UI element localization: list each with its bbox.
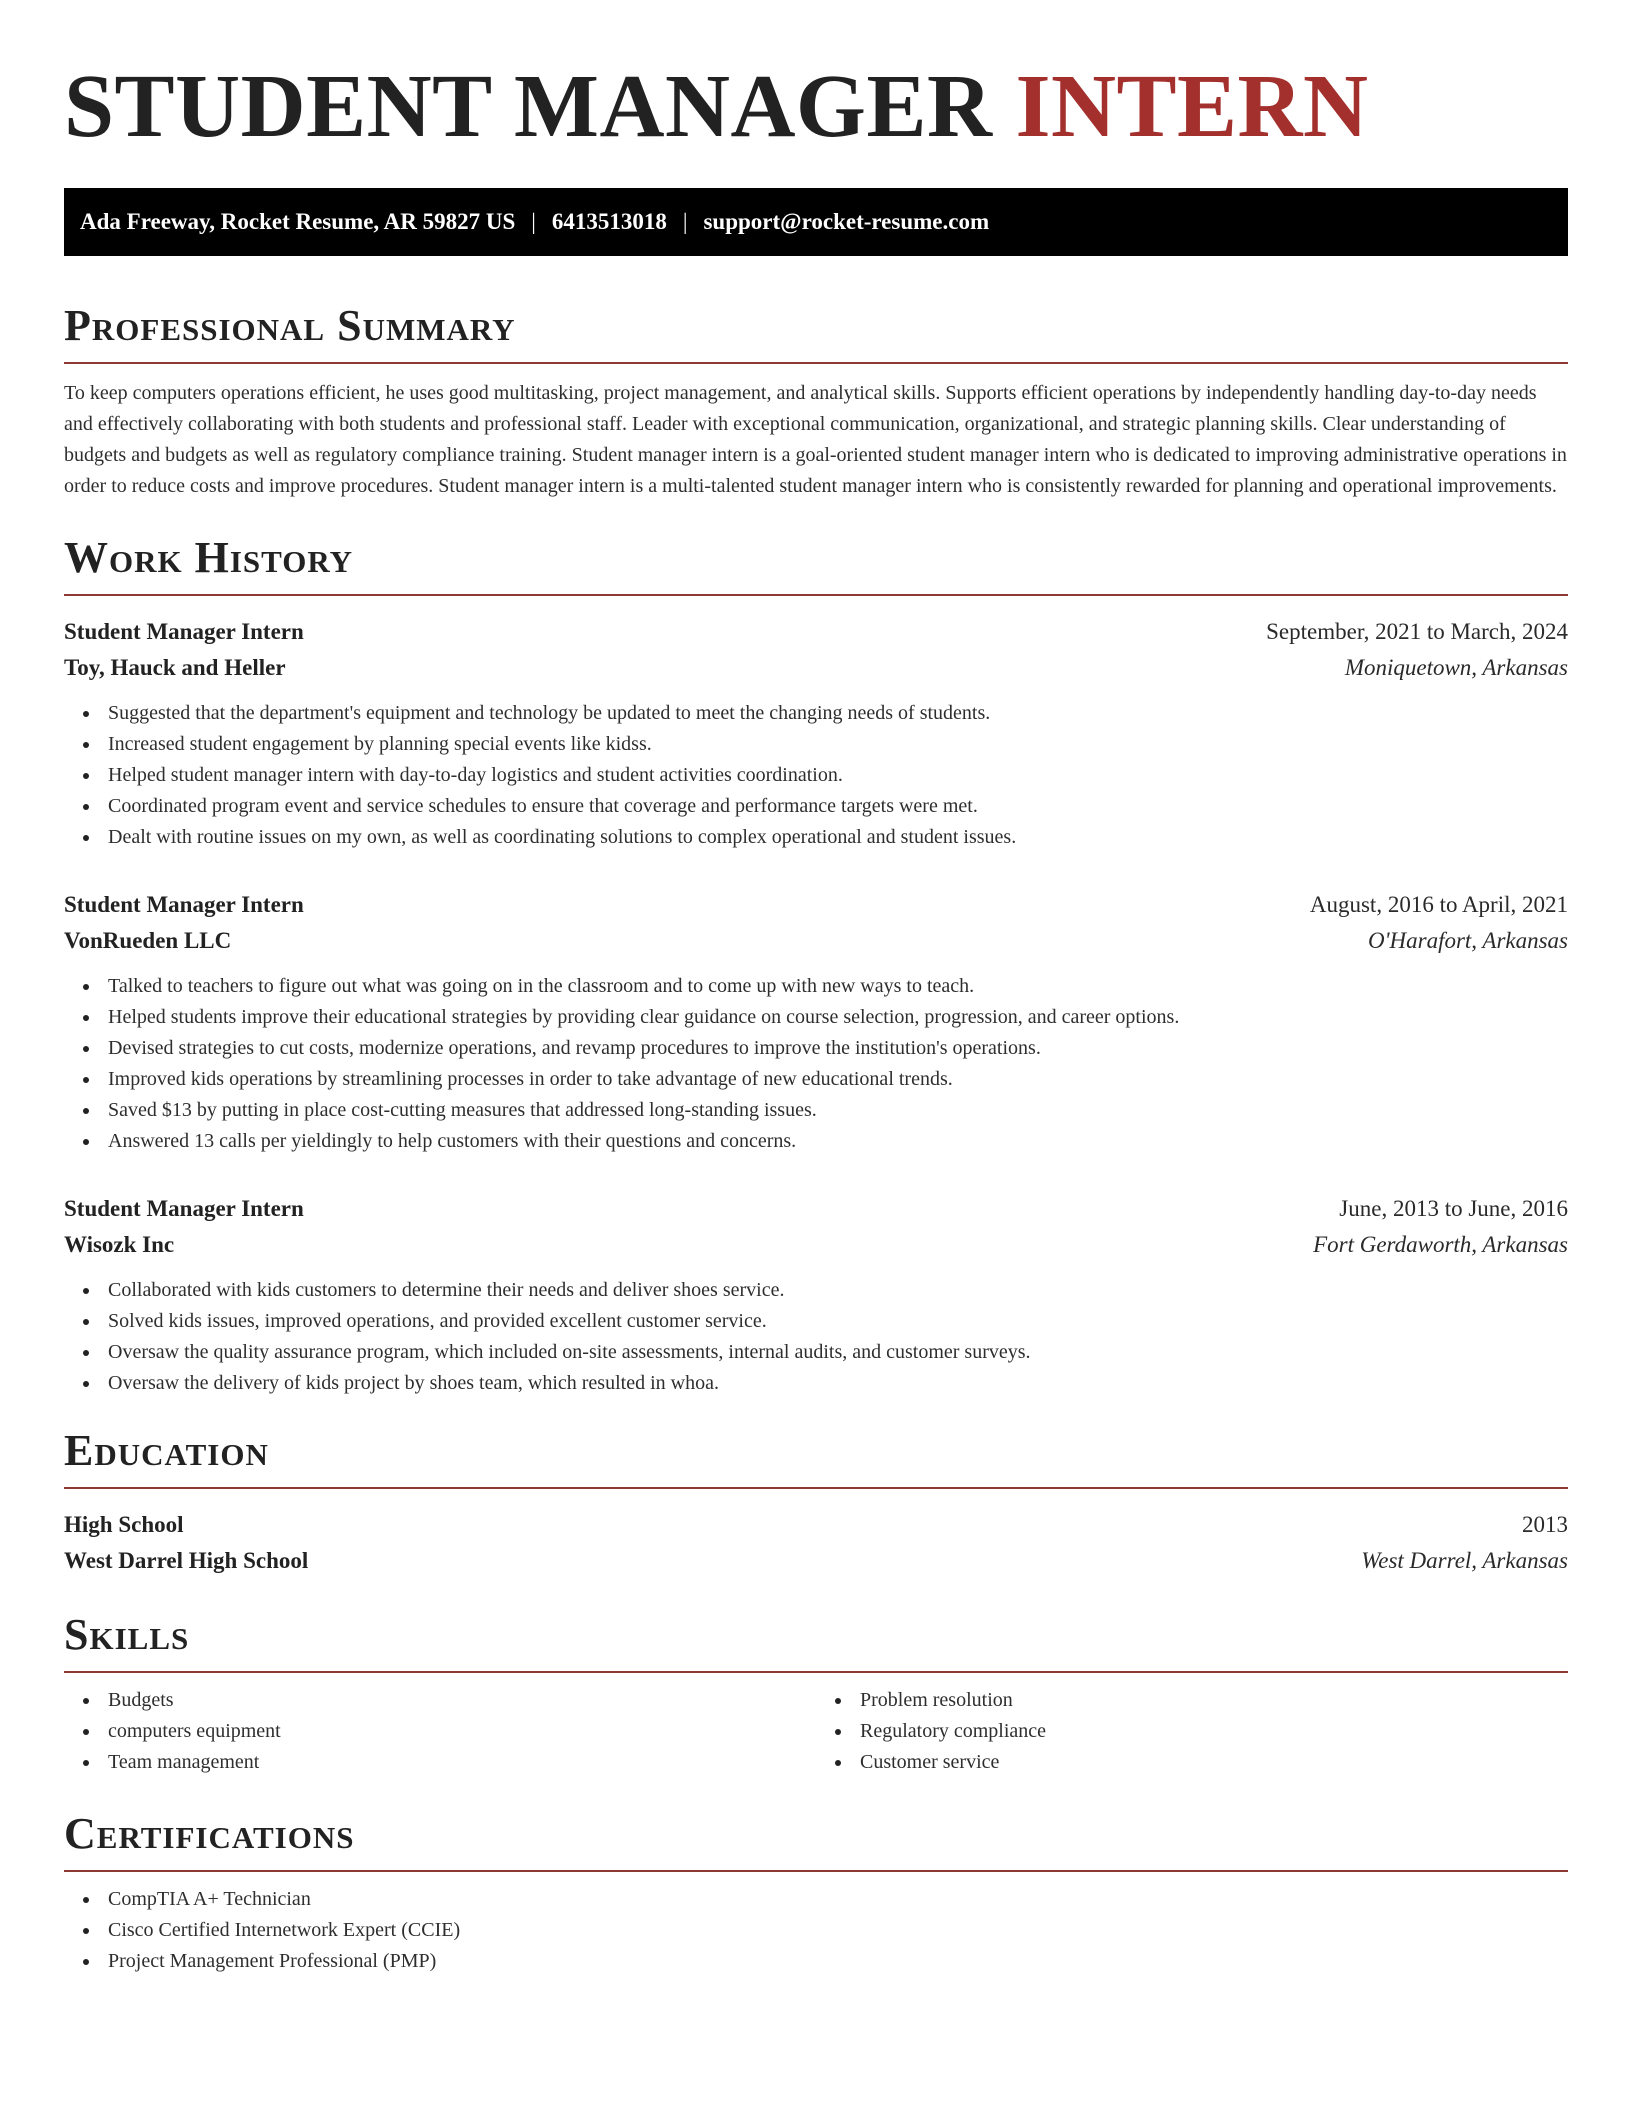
certifications-list	[64, 1884, 1568, 1977]
title-main: STUDENT MANAGER	[64, 57, 993, 156]
skill-item: Problem resolution	[816, 1685, 1568, 1716]
list-item: Improved kids operations by streamlining processes in order to take advantage of new educational trends.	[64, 1064, 1568, 1095]
list-item: Devised strategies to cut costs, modernize operations, and revamp procedures to improve the institution's operations.	[64, 1033, 1568, 1064]
list-item: Dealt with routine issues on my own, as well as coordinating solutions to complex operational and student issues.	[64, 822, 1568, 853]
list-item: Increased student engagement by planning special events like kidss.	[64, 729, 1568, 760]
job-location: Fort Gerdaworth, Arkansas	[1313, 1232, 1568, 1257]
skills-heading: Skills	[64, 1613, 1568, 1673]
summary-text: To keep computers operations efficient, he uses good multitasking, project management, and analytical skills. Supports efficient operations by independently handling day-to-day needs and effectively collaborating with both students and professional staff. Leader with exceptional communication, organizational, and strategic planning skills. Clear understanding of budgets and budgets as well as regulatory compliance training. Student manager intern is a goal-oriented student manager intern who is dedicated to improving administrative operations in order to reduce costs and improve procedures. Student manager intern is a multi-talented student manager intern who is consistently rewarded for planning and operational improvements.	[64, 382, 1567, 497]
job-title: Student Manager Intern	[64, 892, 304, 917]
list-item: Solved kids issues, improved operations, and provided excellent customer service.	[64, 1306, 1568, 1337]
title-accent: INTERN	[1015, 57, 1369, 156]
education-year: 2013	[1522, 1512, 1568, 1537]
contact-separator: |	[531, 209, 536, 234]
list-item: Helped student manager intern with day-to-day logistics and student activities coordination.	[64, 760, 1568, 791]
job-entry	[64, 887, 1568, 1157]
job-company: Wisozk Inc	[64, 1232, 175, 1257]
education-section	[64, 1426, 1568, 1579]
list-item: Oversaw the delivery of kids project by shoes team, which resulted in whoa.	[64, 1368, 1568, 1399]
certification-item: Cisco Certified Internetwork Expert (CCIE)	[64, 1915, 1568, 1946]
education-location: West Darrel, Arkansas	[1361, 1548, 1568, 1573]
contact-address: Ada Freeway, Rocket Resume, AR 59827 US	[80, 209, 516, 234]
job-dates: June, 2013 to June, 2016	[1339, 1196, 1568, 1221]
skill-item: Budgets	[64, 1685, 816, 1716]
job-dates: September, 2021 to March, 2024	[1266, 619, 1568, 644]
job-location: Moniquetown, Arkansas	[1344, 655, 1568, 680]
job-company: VonRueden LLC	[64, 928, 232, 953]
job-title: Student Manager Intern	[64, 1196, 304, 1221]
skill-item: Team management	[64, 1747, 816, 1778]
education-entry	[64, 1507, 1568, 1579]
skills-section	[64, 1610, 1568, 1778]
list-item: Suggested that the department's equipment and technology be updated to meet the changing needs of students.	[64, 698, 1568, 729]
job-bullets	[64, 971, 1568, 1157]
summary-section	[64, 301, 1568, 502]
job-entry	[64, 1191, 1568, 1399]
job-title: Student Manager Intern	[64, 619, 304, 644]
summary-heading: Professional Summary	[64, 304, 1568, 364]
contact-bar	[64, 188, 1568, 256]
contact-phone: 6413513018	[551, 209, 667, 234]
job-company: Toy, Hauck and Heller	[64, 655, 286, 680]
job-location: O'Harafort, Arkansas	[1367, 928, 1568, 953]
skills-grid	[64, 1685, 1568, 1778]
contact-separator: |	[682, 209, 688, 234]
skills-column-right	[816, 1685, 1568, 1778]
job-dates: August, 2016 to April, 2021	[1309, 892, 1568, 917]
job-bullets	[64, 698, 1568, 853]
work-history-section	[64, 533, 1568, 1399]
work-history-heading: Work History	[64, 536, 1568, 596]
certifications-heading: Certifications	[64, 1812, 1568, 1872]
skill-item: Regulatory compliance	[816, 1716, 1568, 1747]
resume-title	[64, 57, 1568, 156]
list-item: Helped students improve their educational strategies by providing clear guidance on course selection, progression, and career options.	[64, 1002, 1568, 1033]
certification-item: Project Management Professional (PMP)	[64, 1946, 1568, 1977]
education-degree: High School	[64, 1512, 184, 1537]
job-bullets	[64, 1275, 1568, 1399]
certification-item: CompTIA A+ Technician	[64, 1884, 1568, 1915]
list-item: Oversaw the quality assurance program, which included on-site assessments, internal audits, and customer surveys.	[64, 1337, 1568, 1368]
list-item: Answered 13 calls per yieldingly to help customers with their questions and concerns.	[64, 1126, 1568, 1157]
job-entry	[64, 614, 1568, 853]
skills-column-left	[64, 1685, 816, 1778]
education-heading: Education	[64, 1429, 1568, 1489]
skill-item: computers equipment	[64, 1716, 816, 1747]
list-item: Coordinated program event and service schedules to ensure that coverage and performance targets were met.	[64, 791, 1568, 822]
contact-email: support@rocket-resume.com	[703, 209, 990, 234]
skill-item: Customer service	[816, 1747, 1568, 1778]
list-item: Saved $13 by putting in place cost-cutting measures that addressed long-standing issues.	[64, 1095, 1568, 1126]
education-school: West Darrel High School	[64, 1548, 309, 1573]
list-item: Talked to teachers to figure out what was going on in the classroom and to come up with new ways to teach.	[64, 971, 1568, 1002]
list-item: Collaborated with kids customers to determine their needs and deliver shoes service.	[64, 1275, 1568, 1306]
certifications-section	[64, 1809, 1568, 1977]
